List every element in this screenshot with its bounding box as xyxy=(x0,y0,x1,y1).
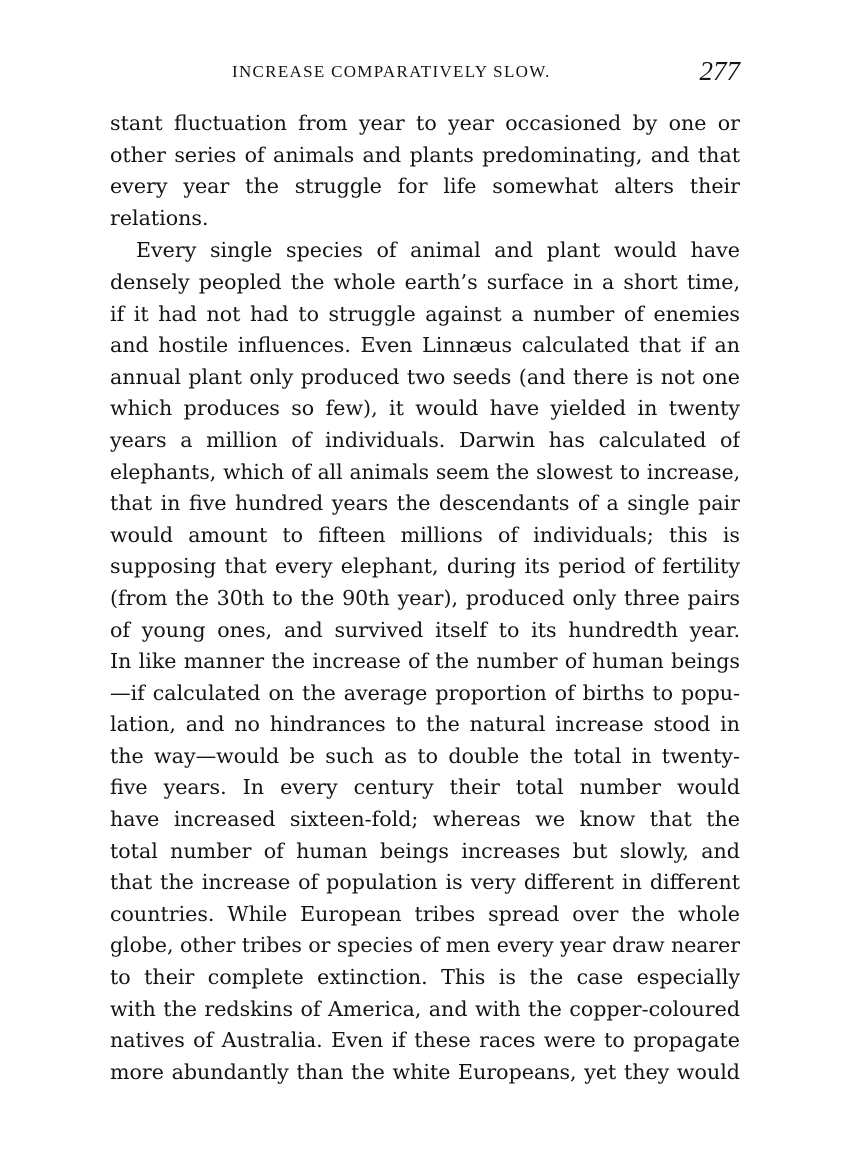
text-line: relations. xyxy=(110,205,209,230)
text-line: that in five hundred years the descendants of a single pair xyxy=(110,491,740,516)
text-line: five years. In every century their total number would xyxy=(110,775,740,800)
text-line: Every single species of animal and plant would have xyxy=(136,238,740,263)
text-line: supposing that every elephant, during its period of fertility xyxy=(110,554,740,579)
text-line: of young ones, and survived itself to its hundredth year. xyxy=(110,617,740,642)
text-line: annual plant only produced two seeds (and there is not one xyxy=(110,364,740,389)
text-line: if it had not had to struggle against a number of enemies xyxy=(110,301,740,326)
text-line: densely peopled the whole earth’s surface in a short time, xyxy=(110,269,740,294)
text-line: every year the struggle for life somewhat alters their xyxy=(110,174,740,199)
text-line: with the redskins of America, and with the copper-coloured xyxy=(110,996,740,1021)
text-line: countries. While European tribes spread over the whole xyxy=(110,901,740,926)
text-line: globe, other tribes or species of men every year draw nearer xyxy=(110,933,740,958)
text-line: stant fluctuation from year to year occasioned by one or xyxy=(110,111,740,135)
text-line: years a million of individuals. Darwin has calculated of xyxy=(110,427,740,452)
paragraph-population xyxy=(110,235,740,1088)
text-line: which produces so few), it would have yielded in twenty xyxy=(110,396,740,421)
text-line: and hostile influences. Even Linnæus calculated that if an xyxy=(110,333,740,358)
text-line: would amount to fifteen millions of individuals; this is xyxy=(110,522,740,547)
text-line: elephants, which of all animals seem the slowest to increase, xyxy=(110,459,740,484)
running-title: INCREASE COMPARATIVELY SLOW. xyxy=(232,62,551,81)
body-text xyxy=(110,108,740,1088)
paragraph-continuation xyxy=(110,108,740,234)
text-line: other series of animals and plants predominating, and that xyxy=(110,142,740,167)
running-head xyxy=(110,56,740,90)
text-line: —if calculated on the average proportion of births to popu- xyxy=(110,680,740,705)
text-line: have increased sixteen-fold; whereas we know that the xyxy=(110,807,740,832)
text-line: that the increase of population is very different in different xyxy=(110,870,740,895)
text-line: (from the 30th to the 90th year), produced only three pairs xyxy=(110,585,740,610)
page-number: 277 xyxy=(699,56,740,86)
text-line: In like manner the increase of the number of human beings xyxy=(110,649,740,674)
text-line: the way—would be such as to double the total in twenty- xyxy=(110,743,740,768)
text-line: more abundantly than the white Europeans, yet they would xyxy=(110,1059,740,1084)
text-line: natives of Australia. Even if these races were to propagate xyxy=(110,1028,740,1053)
text-line: lation, and no hindrances to the natural increase stood in xyxy=(110,712,740,737)
text-line: to their complete extinction. This is the case especially xyxy=(110,965,740,990)
text-line: total number of human beings increases but slowly, and xyxy=(110,838,740,863)
